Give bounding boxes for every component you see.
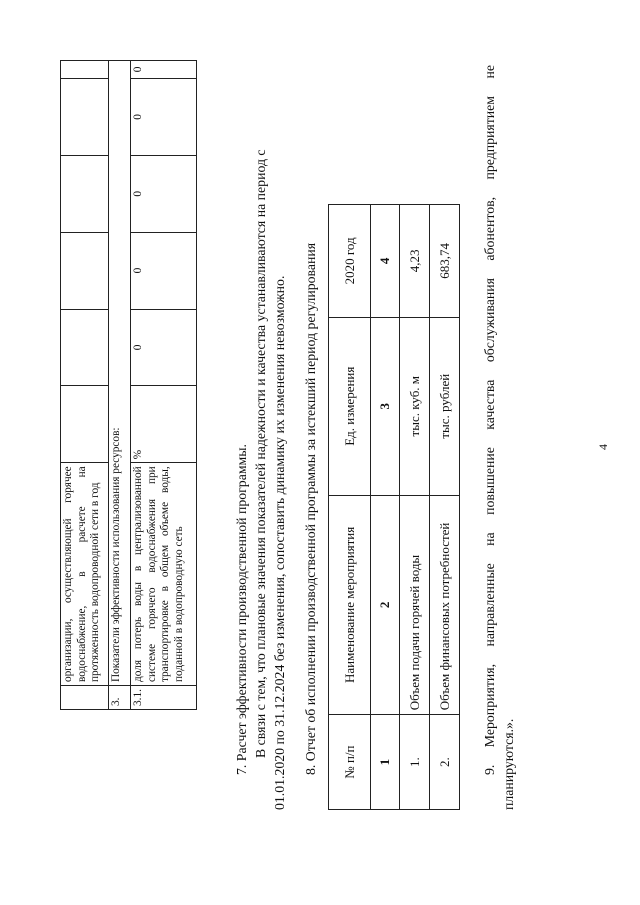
section-8-title: 8. Отчет об исполнении производственной программы за истекший период регулирования: [303, 242, 318, 775]
row-text-line: транспортировке в общем объеме воды,: [159, 466, 172, 683]
row-unit: тыс. рублей: [430, 317, 460, 495]
section-heading-cell: Показатели эффективности использования ресурсов:: [109, 61, 131, 686]
section-7-title: 7. Расчет эффективности производственной программы.: [234, 443, 249, 775]
value-cell: 0: [131, 232, 197, 309]
table-cell: [61, 309, 109, 386]
page-number: 4: [596, 444, 610, 450]
value-cell: 0: [131, 155, 197, 232]
section-7-line-2: 01.01.2020 по 31.12.2024 без изменения, сопоставить динамику их изменения невозможно.: [272, 275, 287, 810]
table-row: [109, 61, 131, 710]
table-cell: [61, 155, 109, 232]
section-7-line-1: В связи с тем, что плановые значения показателей надежности и качества устанавливаются на период с: [253, 149, 268, 758]
row-number: 2.: [430, 715, 460, 810]
row-text-line: протяженность водопроводной сети в год: [89, 482, 102, 683]
row-name: Объем финансовых потребностей: [430, 495, 460, 715]
table-cell: [61, 386, 109, 463]
table-row: [400, 205, 430, 810]
row-number: 1.: [400, 715, 430, 810]
header-cell: 2020 год: [329, 205, 371, 318]
unit-cell: %: [131, 386, 197, 463]
column-number: 4: [371, 205, 400, 318]
table-header-row: [329, 205, 371, 810]
table-row: [131, 61, 197, 710]
table-cell: [61, 686, 109, 710]
section-9-line-2: планируются.».: [501, 718, 516, 810]
row-text-line: организации, осуществляющей горячее: [62, 466, 74, 683]
row-number: 3.1.: [131, 686, 197, 710]
value-cell: 0: [131, 309, 197, 386]
table-cell: [131, 463, 197, 686]
header-cell: Наименование мероприятия: [329, 495, 371, 715]
section-9-line-1: 9. Мероприятия, направленные на повышение качества обслуживания абонентов, предприятием не: [482, 65, 497, 775]
table-cell: [61, 78, 109, 155]
row-text-line: водоснабжение, в расчете на: [75, 466, 88, 683]
table-cell: [61, 61, 109, 79]
header-cell: Ед. измерения: [329, 317, 371, 495]
table-row: [430, 205, 460, 810]
value-cell: 0: [131, 61, 197, 79]
row-value: 4,23: [400, 205, 430, 318]
table-cell: [61, 232, 109, 309]
row-number: 3.: [109, 686, 131, 710]
column-number-row: [371, 205, 400, 810]
table-cell: [61, 463, 109, 686]
column-number: 3: [371, 317, 400, 495]
column-number: 2: [371, 495, 400, 715]
table-row: [61, 61, 109, 710]
row-text-line: доля потерь воды в централизованной: [132, 466, 144, 683]
column-number: 1: [371, 715, 400, 810]
row-name: Объем подачи горячей воды: [400, 495, 430, 715]
indicators-table: [60, 60, 197, 710]
value-cell: 0: [131, 78, 197, 155]
header-cell: № п/п: [329, 715, 371, 810]
row-unit: тыс. куб. м: [400, 317, 430, 495]
report-table: [328, 204, 460, 810]
row-text-line: системе горячего водоснабжения при: [145, 466, 158, 683]
row-text-line: поданной в водопроводную сеть: [172, 526, 185, 683]
row-value: 683,74: [430, 205, 460, 318]
